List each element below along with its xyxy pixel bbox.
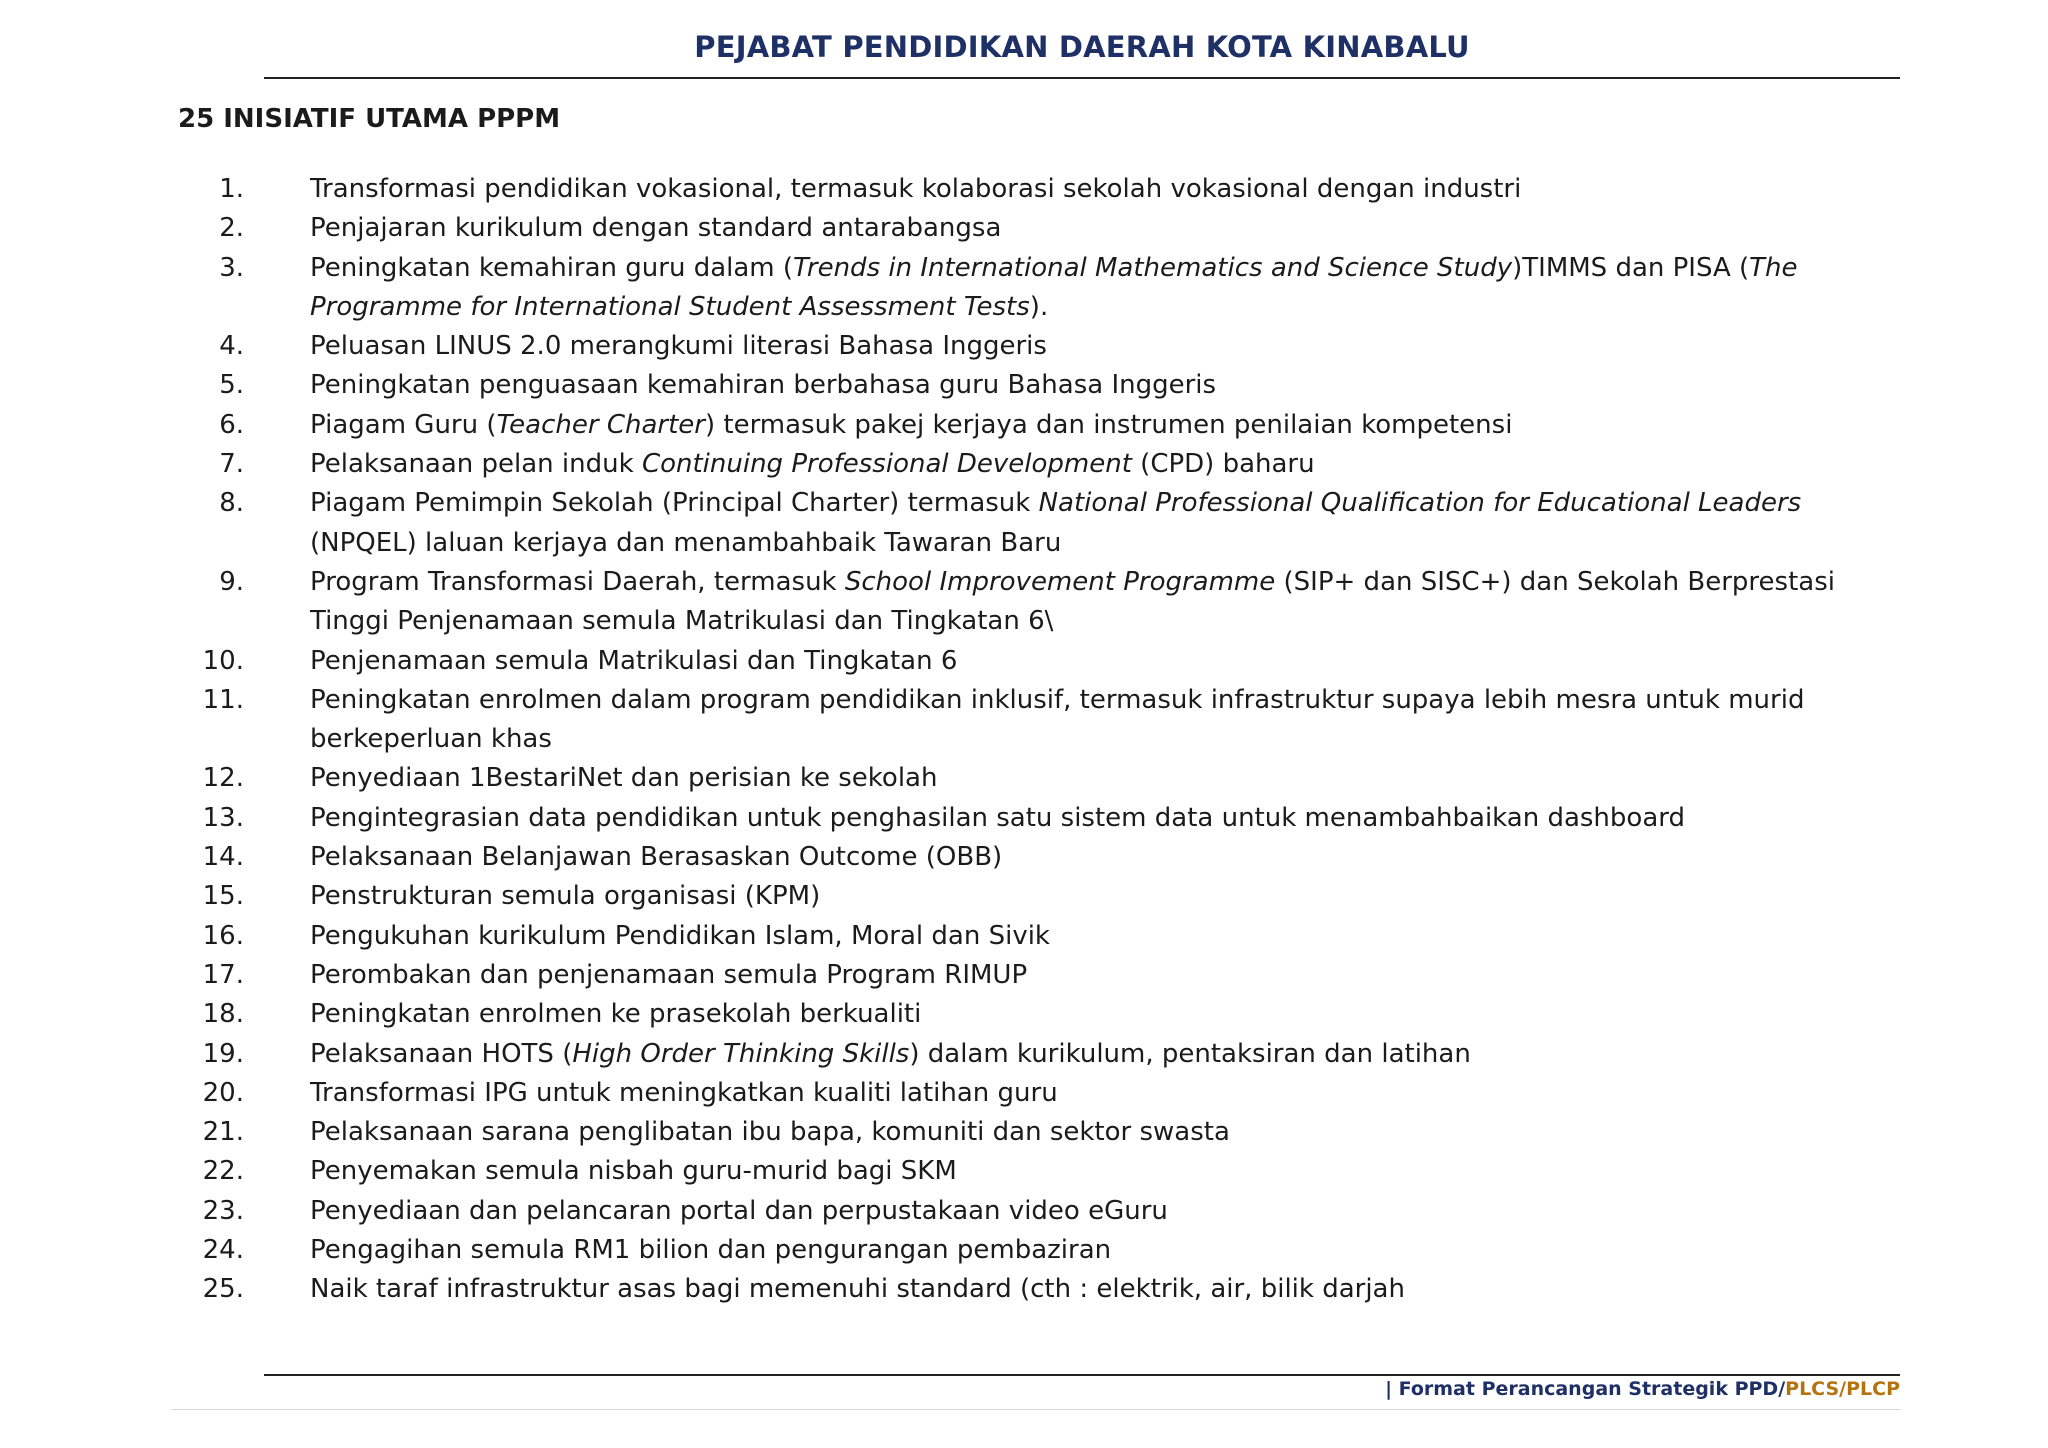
initiative-text <box>310 999 921 1029</box>
initiative-item <box>178 484 1878 563</box>
page-header-title: PEJABAT PENDIDIKAN DAERAH KOTA KINABALU <box>694 30 1470 64</box>
footer-label-text: Format Perancangan Strategik PPD/ <box>1398 1378 1786 1400</box>
initiative-text <box>310 685 1804 754</box>
initiative-number: 22. <box>202 1156 244 1187</box>
initiative-item <box>178 445 1878 484</box>
initiative-number: 15. <box>202 881 244 912</box>
initiative-item <box>178 1074 1878 1113</box>
initiative-text <box>310 1196 1168 1226</box>
initiative-number: 23. <box>202 1195 244 1226</box>
initiative-text <box>310 253 1798 322</box>
initiative-text <box>310 410 1512 440</box>
initiative-number: 19. <box>202 1038 244 1069</box>
initiative-item <box>178 877 1878 916</box>
initiative-item <box>178 1270 1878 1309</box>
initiative-text-segment: (NPQEL) laluan kerjaya dan menambahbaik Tawaran Baru <box>310 527 1062 558</box>
initiative-number: 21. <box>202 1117 244 1148</box>
footer-label <box>1385 1378 1900 1400</box>
initiative-item <box>178 249 1878 328</box>
initiative-text <box>310 567 1835 636</box>
initiative-item <box>178 563 1878 642</box>
initiative-item <box>178 642 1878 681</box>
section-title: 25 INISIATIF UTAMA PPPM <box>178 104 561 134</box>
initiative-number: 17. <box>202 959 244 990</box>
initiative-text-segment: Perombakan dan penjenamaan semula Program RIMUP <box>310 959 1028 990</box>
initiative-text-segment: (SIP+ dan SISC+) dan Sekolah Berprestasi Tinggi Penjenamaan semula Matrikulasi dan Tingkatan 6\ <box>310 566 1835 637</box>
initiative-text-segment: Pelaksanaan sarana penglibatan ibu bapa, komuniti dan sektor swasta <box>310 1117 1230 1148</box>
initiative-number: 9. <box>219 566 244 597</box>
initiative-text <box>310 1156 957 1186</box>
initiative-text <box>310 174 1521 204</box>
initiative-text-italic: Trends in International Mathematics and Science Study <box>793 252 1513 283</box>
initiative-text-italic: Continuing Professional Development <box>641 449 1132 480</box>
initiative-text-segment: Penyemakan semula nisbah guru-murid bagi SKM <box>310 1156 957 1187</box>
header-divider <box>264 77 1900 79</box>
initiative-number: 10. <box>202 645 244 676</box>
initiative-number: 1. <box>219 174 244 204</box>
initiative-text <box>310 488 1801 557</box>
initiative-text-segment: Program Transformasi Daerah, termasuk <box>310 566 845 597</box>
footer-divider <box>264 1374 1900 1376</box>
initiative-text-segment: Peluasan LINUS 2.0 merangkumi literasi Bahasa Inggeris <box>310 331 1047 362</box>
initiative-text <box>310 842 1002 872</box>
initiative-text-italic: Teacher Charter <box>496 409 705 440</box>
initiative-number: 16. <box>202 920 244 951</box>
initiative-text-segment: Penyediaan 1BestariNet dan perisian ke sekolah <box>310 763 938 794</box>
initiative-number: 18. <box>202 999 244 1030</box>
initiative-number: 13. <box>202 802 244 833</box>
initiative-text-segment: Penstrukturan semula organisasi (KPM) <box>310 881 821 912</box>
initiative-text-segment: )TIMMS dan PISA ( <box>1512 252 1750 283</box>
initiative-text-segment: Pelaksanaan Belanjawan Berasaskan Outcome (OBB) <box>310 842 1003 873</box>
initiative-text <box>310 1235 1111 1265</box>
initiative-text <box>310 1117 1230 1147</box>
initiative-item <box>178 759 1878 798</box>
initiative-text <box>310 449 1315 479</box>
initiative-text-segment: (CPD) baharu <box>1131 449 1315 480</box>
initiative-number: 4. <box>219 331 244 362</box>
initiative-text-segment: Naik taraf infrastruktur asas bagi memenuhi standard (cth : elektrik, air, bilik darjah <box>310 1274 1405 1305</box>
initiative-text-segment: Pengukuhan kurikulum Pendidikan Islam, Moral dan Sivik <box>310 920 1050 951</box>
initiative-number: 12. <box>202 763 244 794</box>
initiative-number: 14. <box>202 842 244 873</box>
initiative-text <box>310 370 1216 400</box>
initiative-number: 5. <box>219 370 244 401</box>
initiative-item <box>178 1231 1878 1270</box>
footer-label-accent: PLCS/PLCP <box>1785 1378 1900 1400</box>
initiative-number: 24. <box>202 1235 244 1266</box>
initiative-text <box>310 763 937 793</box>
initiative-item <box>178 1113 1878 1152</box>
initiative-number: 2. <box>219 213 244 244</box>
initiative-item <box>178 1035 1878 1074</box>
initiative-item <box>178 170 1878 209</box>
initiative-item <box>178 406 1878 445</box>
initiative-text-segment: Transformasi pendidikan vokasional, termasuk kolaborasi sekolah vokasional dengan industri <box>310 174 1522 204</box>
initiative-item <box>178 1192 1878 1231</box>
initiative-text <box>310 803 1685 833</box>
initiative-text <box>310 213 1001 243</box>
initiative-text-italic: The Programme for International Student Assessment Tests <box>310 252 1798 322</box>
initiative-text-segment: Transformasi IPG untuk meningkatkan kualiti latihan guru <box>310 1077 1058 1108</box>
initiative-text-segment: Penjajaran kurikulum dengan standard antarabangsa <box>310 213 1002 244</box>
footer-bottom-divider <box>172 1409 1900 1410</box>
initiative-text-italic: School Improvement Programme <box>844 566 1276 597</box>
initiative-text-segment: ) termasuk pakej kerjaya dan instrumen penilaian kompetensi <box>704 409 1513 440</box>
initiative-text <box>310 960 1027 990</box>
initiative-text-italic: High Order Thinking Skills <box>572 1038 910 1069</box>
initiative-item <box>178 327 1878 366</box>
initiative-text <box>310 1039 1471 1069</box>
initiative-number: 3. <box>219 252 244 283</box>
initiative-text-segment: Peningkatan enrolmen dalam program pendidikan inklusif, termasuk infrastruktur supaya lebih mesra untuk murid berkeperluan khas <box>310 684 1805 755</box>
initiative-text <box>310 921 1050 951</box>
initiative-item <box>178 1152 1878 1191</box>
initiative-item <box>178 995 1878 1034</box>
initiative-text <box>310 331 1047 361</box>
initiative-number: 20. <box>202 1077 244 1108</box>
footer-separator: | <box>1385 1378 1399 1400</box>
initiative-item <box>178 956 1878 995</box>
initiative-text-segment: Penjenamaan semula Matrikulasi dan Tingkatan 6 <box>310 645 958 676</box>
initiative-text-segment: Peningkatan enrolmen ke prasekolah berkualiti <box>310 999 922 1030</box>
initiative-text-segment: Peningkatan kemahiran guru dalam ( <box>310 252 794 283</box>
initiative-item <box>178 366 1878 405</box>
initiative-text-segment: Piagam Pemimpin Sekolah (Principal Charter) termasuk <box>310 488 1039 519</box>
initiative-text-segment: Piagam Guru ( <box>310 409 497 440</box>
initiative-item <box>178 209 1878 248</box>
initiative-text-segment: Pengagihan semula RM1 bilion dan pengurangan pembaziran <box>310 1235 1112 1266</box>
initiative-text <box>310 1274 1405 1304</box>
initiative-list <box>178 170 1878 1310</box>
initiative-text-segment: ). <box>1029 291 1049 322</box>
initiative-item <box>178 917 1878 956</box>
initiative-text-italic: National Professional Qualification for Educational Leaders <box>1038 488 1802 519</box>
initiative-text-segment: ) dalam kurikulum, pentaksiran dan latihan <box>909 1038 1471 1069</box>
initiative-item <box>178 838 1878 877</box>
initiative-number: 25. <box>202 1274 244 1305</box>
initiative-item <box>178 681 1878 760</box>
initiative-text-segment: Pelaksanaan HOTS ( <box>310 1038 573 1069</box>
initiative-text <box>310 881 820 911</box>
initiative-number: 7. <box>219 449 244 480</box>
initiative-text-segment: Penyediaan dan pelancaran portal dan perpustakaan video eGuru <box>310 1195 1168 1226</box>
initiative-item <box>178 799 1878 838</box>
initiative-number: 11. <box>202 684 244 715</box>
initiative-text <box>310 1078 1058 1108</box>
initiative-text-segment: Peningkatan penguasaan kemahiran berbahasa guru Bahasa Inggeris <box>310 370 1217 401</box>
initiative-number: 8. <box>219 488 244 519</box>
initiative-text-segment: Pelaksanaan pelan induk <box>310 449 642 480</box>
initiative-text-segment: Pengintegrasian data pendidikan untuk penghasilan satu sistem data untuk menambahbaikan dashboard <box>310 802 1685 833</box>
initiative-number: 6. <box>219 409 244 440</box>
initiative-text <box>310 646 957 676</box>
